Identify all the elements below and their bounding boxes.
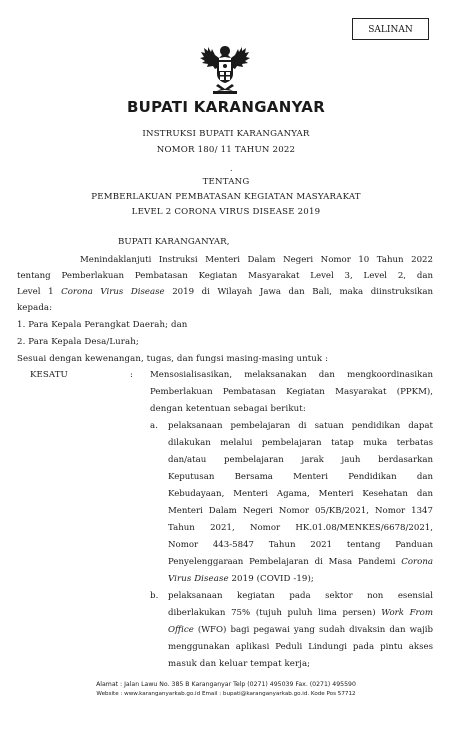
item-b-line: Office (WFO) bagi pegawai yang sudah divaksin dan wajib: [168, 625, 433, 635]
subject-heading: TENTANG: [202, 177, 250, 187]
item-b-line: diberlakukan 75% (tujuh puluh lima persen) Work From: [168, 608, 433, 618]
recipient-item: 2. Para Kepala Desa/Lurah;: [17, 337, 139, 347]
item-a-line: Kebudayaan, Menteri Agama, Menteri Kesehatan dan: [168, 489, 433, 499]
item-a-line: pelaksanaan pembelajaran di satuan pendidikan dapat: [168, 421, 433, 431]
item-a-line: Virus Disease 2019 (COVID -19);: [168, 574, 314, 584]
recipient-item: 1. Para Kepala Perangkat Daerah; dan: [17, 320, 188, 330]
kesatu-line-3: dengan ketentuan sebagai berikut:: [150, 404, 306, 414]
kesatu-label: KESATU: [30, 370, 68, 380]
item-a-line: Tahun 2021, Nomor HK.01.08/MENKES/6678/2021,: [168, 523, 433, 533]
kesatu-line-1: Mensosialisasikan, melaksanakan dan mengkoordinasikan: [150, 370, 433, 380]
subject-line-1: PEMBERLAKUAN PEMBATASAN KEGIATAN MASYARAKAT: [91, 192, 361, 202]
item-a-line: Keputusan Bersama Menteri Pendidikan dan: [168, 472, 433, 482]
opening-line-3: Level 1 Corona Virus Disease 2019 di Wilayah Jawa dan Bali, maka diinstruksikan: [17, 287, 433, 297]
subject-line-2: LEVEL 2 CORONA VIRUS DISEASE 2019: [131, 207, 321, 217]
item-b-marker: b.: [150, 591, 159, 601]
opening-line-2: tentang Pemberlakuan Pembatasan Kegiatan Masyarakat Level 3, Level 2, dan: [17, 271, 433, 281]
item-a-line: dilakukan melalui pembelajaran tatap muka terbatas: [168, 438, 433, 448]
instruction-title: INSTRUKSI BUPATI KARANGANYAR: [142, 129, 310, 139]
item-a-line: Penyelenggaraan Pembelajaran di Masa Pandemi Corona: [168, 557, 433, 567]
garuda-emblem-icon: [196, 40, 254, 96]
separator-dot: .: [230, 164, 233, 173]
salinan-stamp: SALINAN: [352, 18, 429, 40]
item-a-line: Menteri Dalam Negeri Nomor 05/KB/2021, Nomor 1347: [168, 506, 433, 516]
item-a-line: dan/atau pembelajaran jarak jauh berdasarkan: [168, 455, 433, 465]
item-b-line: masuk dan keluar tempat kerja;: [168, 659, 311, 669]
item-a-marker: a.: [150, 421, 159, 431]
footer-website: Website : www.karanganyarkab.go.id Email : bupati@karanganyarkab.go.id. Kode Pos 57712: [96, 691, 356, 697]
item-a-line: Nomor 443-5847 Tahun 2021 tentang Panduan: [168, 540, 433, 550]
addressee: BUPATI KARANGANYAR,: [118, 237, 230, 247]
item-b-line: menggunakan aplikasi Peduli Lindungi pada pintu akses: [168, 642, 433, 652]
footer-address: Alamat : Jalan Lawu No. 385 B Karanganyar Telp (0271) 495039 Fax. (0271) 495590: [96, 681, 356, 688]
kesatu-colon: :: [130, 370, 133, 380]
opening-line-4: kepada:: [17, 303, 53, 313]
authority-line: Sesuai dengan kewenangan, tugas, dan fungsi masing-masing untuk :: [17, 354, 329, 364]
regent-title: BUPATI KARANGANYAR: [126, 98, 326, 116]
item-b-line: pelaksanaan kegiatan pada sektor non esensial: [168, 591, 433, 601]
opening-line-1: Menindaklanjuti Instruksi Menteri Dalam Negeri Nomor 10 Tahun 2022: [80, 255, 433, 265]
instruction-number: NOMOR 180/ 11 TAHUN 2022: [156, 145, 296, 155]
kesatu-line-2: Pemberlakuan Pembatasan Kegiatan Masyarakat (PPKM),: [150, 387, 433, 397]
